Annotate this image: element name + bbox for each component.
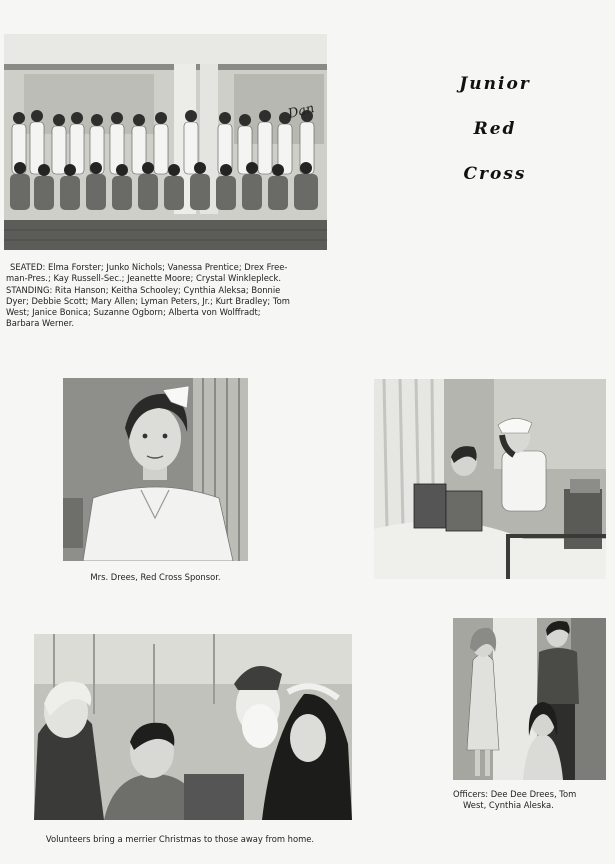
christmas-photo (34, 634, 352, 820)
officers-photo (453, 618, 606, 780)
title-word-junior: Junior (459, 74, 531, 94)
officers-caption (453, 789, 609, 812)
title-word-cross: Cross (463, 164, 527, 184)
section-title (420, 62, 570, 197)
sponsor-photo-image (63, 378, 248, 561)
caption-line: Officers: Dee Dee Drees, Tom (453, 789, 577, 799)
caption-line: SEATED: Elma Forster; Junko Nichols; Vanessa Prentice; Drex Free- (10, 262, 288, 272)
bedside-photo (374, 379, 606, 579)
group-names-caption (6, 262, 318, 330)
officers-photo-image (453, 618, 606, 780)
caption-line: West, Cynthia Aleska. (463, 800, 554, 811)
bedside-photo-image (374, 379, 606, 579)
christmas-caption: Volunteers bring a merrier Christmas to those away from home. (45, 834, 315, 844)
group-photo-image (4, 34, 327, 250)
caption-line: Dyer; Debbie Scott; Mary Allen; Lyman Peters, Jr.; Kurt Bradley; Tom (6, 295, 290, 306)
sponsor-caption: Mrs. Drees, Red Cross Sponsor. (90, 572, 221, 582)
caption-line: Barbara Werner. (6, 318, 75, 329)
handwritten-signature: Dan (286, 101, 316, 122)
caption-line: West; Janice Bonica; Suzanne Ogborn; Alberta von Wolffradt; (6, 307, 261, 318)
christmas-photo-image (34, 634, 352, 820)
caption-line: STANDING: Rita Hanson; Keitha Schooley; Cynthia Aleksa; Bonnie (6, 284, 281, 295)
group-photo (4, 34, 327, 250)
caption-line: man-Pres.; Kay Russell-Sec.; Jeanette Moore; Crystal Winklepleck. (6, 273, 282, 284)
title-word-red: Red (473, 119, 517, 139)
sponsor-photo (63, 378, 248, 561)
